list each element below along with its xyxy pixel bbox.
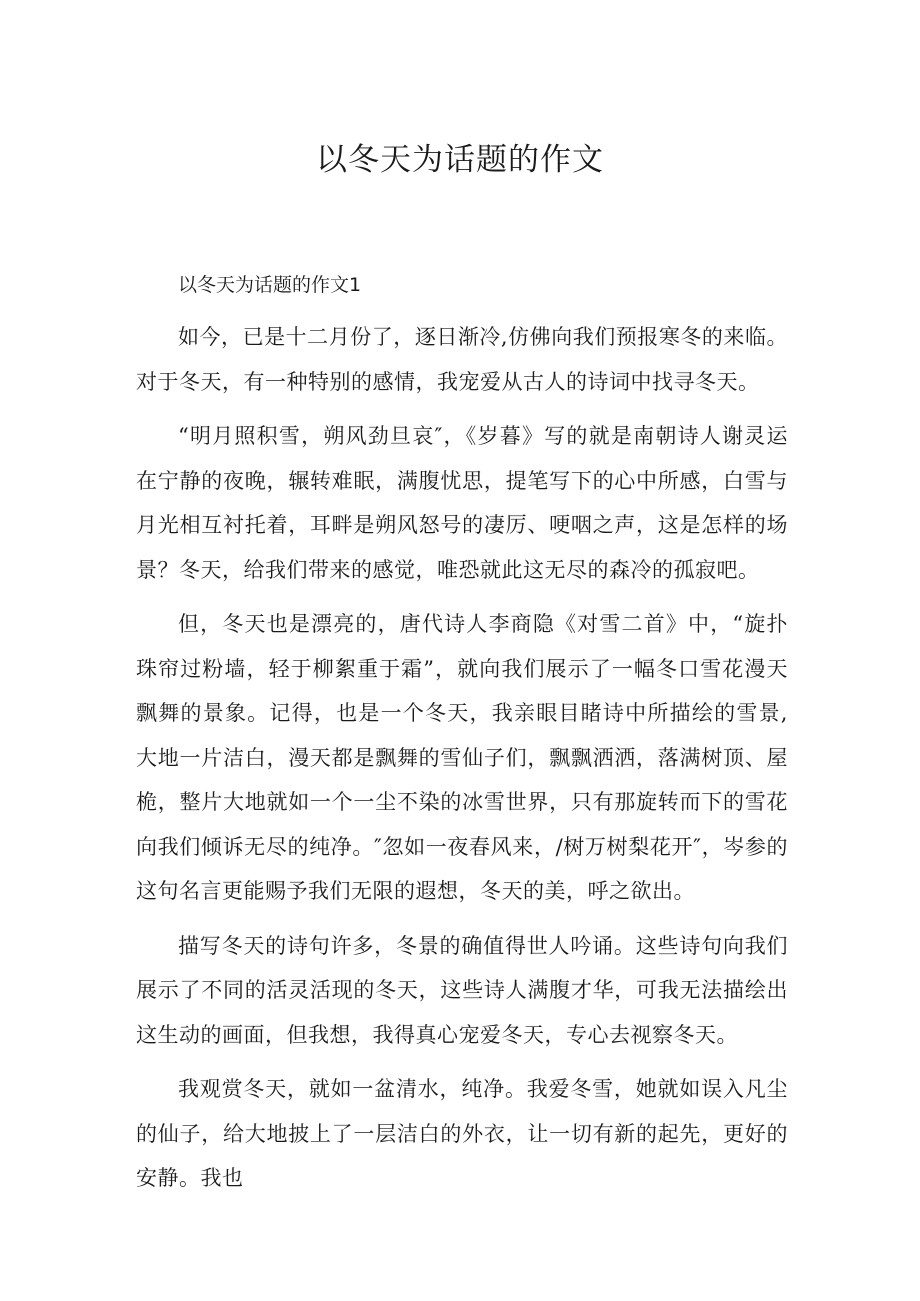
paragraph-4: 描写冬天的诗句许多，冬景的确值得世人吟诵。这些诗句向我们展示了不同的活灵活现的冬天，这些诗人满腹才华，可我无法描绘出这生动的画面，但我想，我得真心宠爱冬天，专心去视察冬天。 xyxy=(136,933,788,1047)
paragraph-3: 但，冬天也是漂亮的，唐代诗人李商隐《对雪二首》中，“旋扑珠帘过粉墙，轻于柳絮重于霜”，就向我们展示了一幅冬口雪花漫天飘舞的景象。记得，也是一个冬天，我亲眼目睹诗中所描绘的雪景,大地一片洁白，漫天都是飘舞的雪仙子们，飘飘洒洒，落满树顶、屋桅，整片大地就如一个一尘不染的冰雪世界，只有那旋转而下的雪花向我们倾诉无尽的纯净。″忽如一夜春风来，/树万树梨花开″，岑参的这句名言更能赐予我们无限的遐想，冬天的美，呼之欲出。 xyxy=(136,612,788,903)
section-heading: 以冬天为话题的作文1 xyxy=(178,274,362,296)
paragraph-1: 如今，已是十二月份了，逐日渐冷,仿佛向我们预报寒冬的来临。对于冬天，有一种特别的感情，我宠爱从古人的诗词中找寻冬天。 xyxy=(136,325,788,394)
paragraph-2: “明月照积雪，朔风劲旦哀″，《岁暮》写的就是南朝诗人谢灵运在宁静的夜晚，辗转难眠，满腹忧思，提笔写下的心中所感，白雪与月光相互衬托着，耳畔是朔风怒号的凄厉、哽咽之声，这是怎样的场景？冬天，给我们带来的感觉，唯恐就此这无尽的森冷的孤寂吧。 xyxy=(136,424,788,582)
document-title: 以冬天为话题的作文 xyxy=(316,142,604,178)
article-body xyxy=(136,265,788,1201)
paragraph-5: 我观赏冬天，就如一盆清水，纯净。我爱冬雪，她就如误入凡尘的仙子，给大地披上了一层洁白的外衣，让一切有新的起先，更好的安静。我也 xyxy=(136,1077,788,1190)
